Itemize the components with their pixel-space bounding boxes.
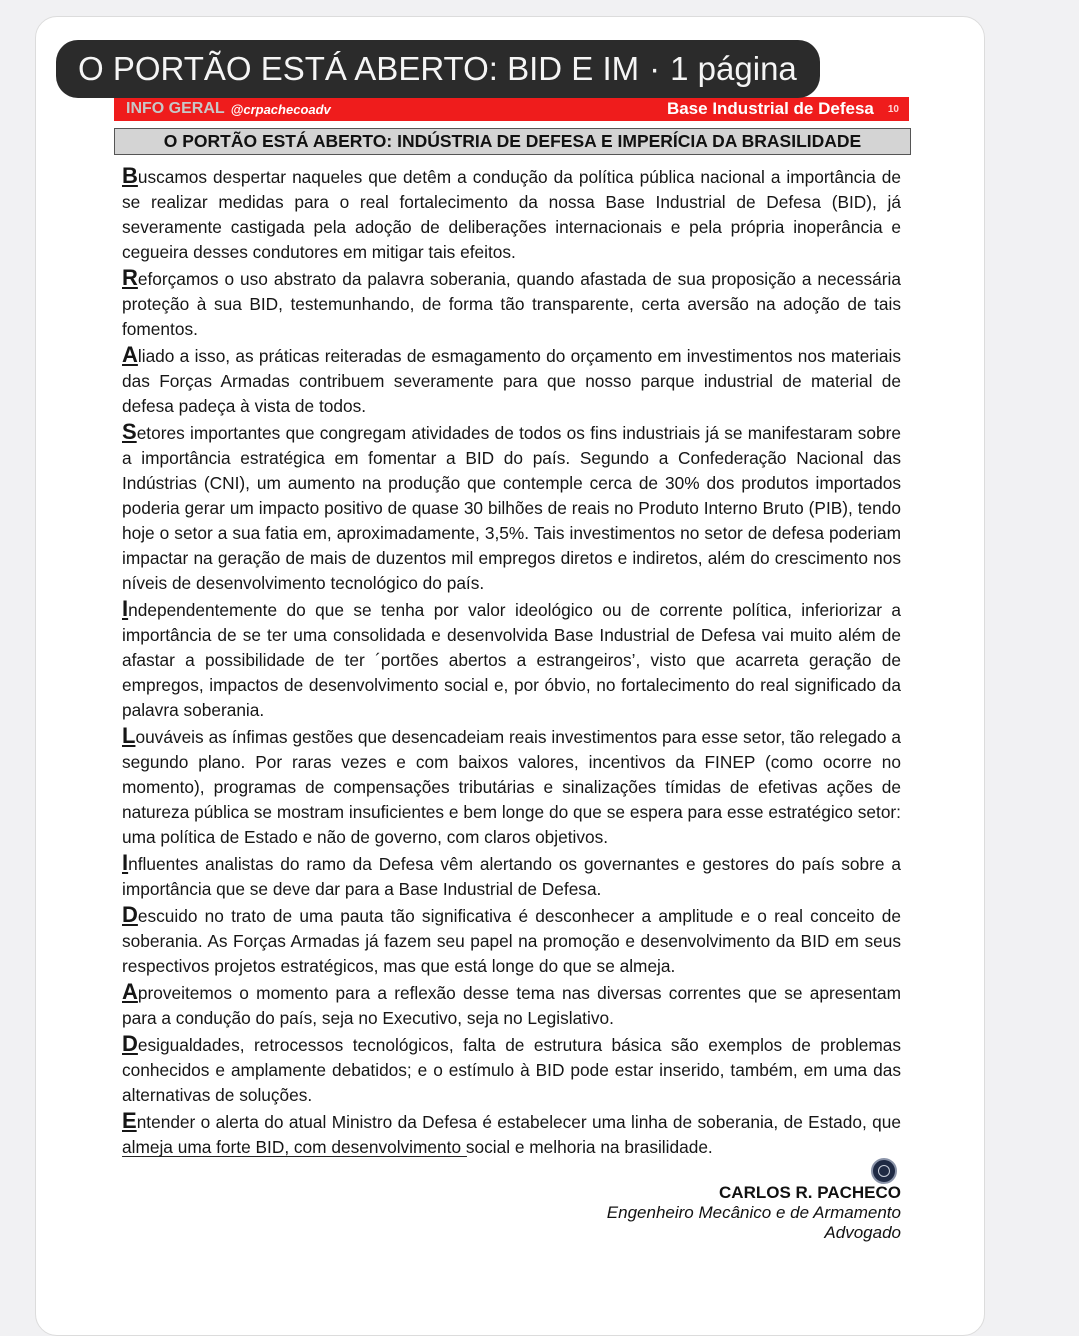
- paragraph-initial: B: [122, 163, 138, 188]
- paragraph: [122, 1108, 901, 1160]
- paragraph: [122, 902, 901, 979]
- author-role-2: Advogado: [824, 1223, 901, 1242]
- paragraph: [122, 850, 901, 902]
- paragraph: [122, 163, 901, 265]
- paragraph-text: nfluentes analistas do ramo da Defesa vêm alertando os governantes e gestores do país sobre a importância que se deve dar para a Base Industrial de Defesa.: [122, 854, 901, 899]
- paragraph: [122, 979, 901, 1031]
- article-title: O PORTÃO ESTÁ ABERTO: INDÚSTRIA DE DEFESA E IMPERÍCIA DA BRASILIDADE: [114, 128, 911, 155]
- paragraph: [122, 723, 901, 850]
- paragraph-text: ouváveis as ínfimas gestões que desencadeiam reais investimentos para esse setor, tão relegado a segundo plano. Por raras vezes e com baixos valores, incentivos da FINEP (como ocorre no momento), programas de compensações tributárias e sinalizações tímidas de efetivas ações de natureza pública se mostram insuficientes e bem longe do que se espera para esse estratégico setor: uma política de Estado e não de governo, com claros objetivos.: [122, 727, 901, 847]
- paragraph: [122, 1031, 901, 1108]
- signature-block: [607, 1183, 901, 1243]
- banner-category: INFO GERAL: [126, 100, 225, 117]
- paragraph-text: ntender o alerta do atual Ministro da Defesa é estabelecer uma linha de soberania, de Estado, que almeja uma forte BID, com desenvolvimento social e melhoria na brasilidade.: [122, 1112, 901, 1157]
- paragraph-initial: R: [122, 265, 138, 290]
- paragraph-text: esigualdades, retrocessos tecnológicos, falta de estrutura básica são exemplos de problemas conhecidos e amplamente debatidos; e o estímulo à BID pode estar inserido, também, em uma das alternativas de soluções.: [122, 1035, 901, 1105]
- title-separator: ·: [649, 50, 661, 87]
- paragraph-initial: I: [122, 850, 129, 875]
- paragraph-text: ndependentemente do que se tenha por valor ideológico ou de corrente política, inferiorizar a importância de se ter uma consolidada e desenvolvida Base Industrial de Defesa vai muito além de afastar a possibilidade de ter ´portões abertos a estrangeiros’, visto que acarreta geração de empregos, impactos de desenvolvimento social e, por óbvio, no fortalecimento do real significado da palavra soberania.: [122, 600, 901, 720]
- paragraph: [122, 342, 901, 419]
- paragraph-text: liado a isso, as práticas reiteradas de esmagamento do orçamento em investimentos nos materiais das Forças Armadas contribuem severamente para que nosso parque industrial de material de defesa padeça à vista de todos.: [122, 346, 901, 416]
- header-banner: [114, 97, 909, 121]
- paragraph-text: etores importantes que congregam atividades de todos os fins industriais já se manifestaram sobre a importância estratégica em fomentar a BID do país. Segundo a Confederação Nacional das Indústrias (CNI), um aumento na produção que contemple cerca de 30% dos produtos importados poderia gerar um impacto positivo de quase 30 bilhões de reais no Produto Interno Bruto (PIB), tendo hoje o setor a sua fatia em, aproximadamente, 3,5%. Tais investimentos no setor de defesa poderiam impactar na geração de mais de duzentos mil empregos diretos e indiretos, além do crescimento nos níveis de desenvolvimento tecnológico do país.: [122, 423, 901, 593]
- paragraph-initial: D: [122, 1031, 138, 1056]
- emblem-ring: [878, 1165, 890, 1177]
- page-count: 1 página: [670, 50, 797, 87]
- banner-section: Base Industrial de Defesa: [666, 99, 874, 118]
- banner-page-number: 10: [887, 103, 899, 115]
- paragraph-initial: A: [122, 979, 138, 1004]
- paragraph-initial: I: [122, 596, 129, 621]
- paragraph-text: uscamos despertar naqueles que detêm a condução da política pública nacional a importância de se realizar medidas para o real fortalecimento da nossa Base Industrial de Defesa (BID), já severamente castigada pela adoção de deliberações internacionais e pela própria inoperância e cegueira desses condutores em mitigar tais efeitos.: [122, 167, 901, 262]
- document-title-pill[interactable]: [56, 40, 820, 98]
- author-role: Engenheiro Mecânico e de Armamento: [606, 1203, 901, 1222]
- paragraph-initial: D: [122, 902, 138, 927]
- paragraph-text: eforçamos o uso abstrato da palavra soberania, quando afastada de sua proposição a necessária proteção à sua BID, testemunhando, de forma tão transparente, certa aversão na adoção de tais fomentos.: [122, 269, 901, 339]
- paragraph-initial: L: [122, 723, 136, 748]
- document-title: O PORTÃO ESTÁ ABERTO: BID E IM: [78, 50, 640, 87]
- author-name: CARLOS R. PACHECO: [719, 1183, 901, 1202]
- banner-handle: @crpachecoadv: [230, 101, 331, 117]
- paragraph-text: escuido no trato de uma pauta tão significativa é desconhecer a amplitude e o real conceito de soberania. As Forças Armadas já fazem seu papel na promoção e desenvolvimento da BID em seus respectivos projetos estratégicos, mas que está longe do que se almeja.: [122, 906, 901, 976]
- paragraph-initial: E: [122, 1108, 137, 1133]
- signature-rule: [122, 1156, 467, 1157]
- paragraph: [122, 596, 901, 723]
- article-body: [122, 163, 901, 1160]
- paragraph: [122, 265, 901, 342]
- paragraph-text: proveitemos o momento para a reflexão desse tema nas diversas correntes que se apresentam para a condução do país, seja no Executivo, seja no Legislativo.: [122, 983, 901, 1028]
- emblem-icon: [871, 1158, 897, 1184]
- paragraph: [122, 419, 901, 596]
- paragraph-initial: A: [122, 342, 138, 367]
- paragraph-initial: S: [122, 419, 137, 444]
